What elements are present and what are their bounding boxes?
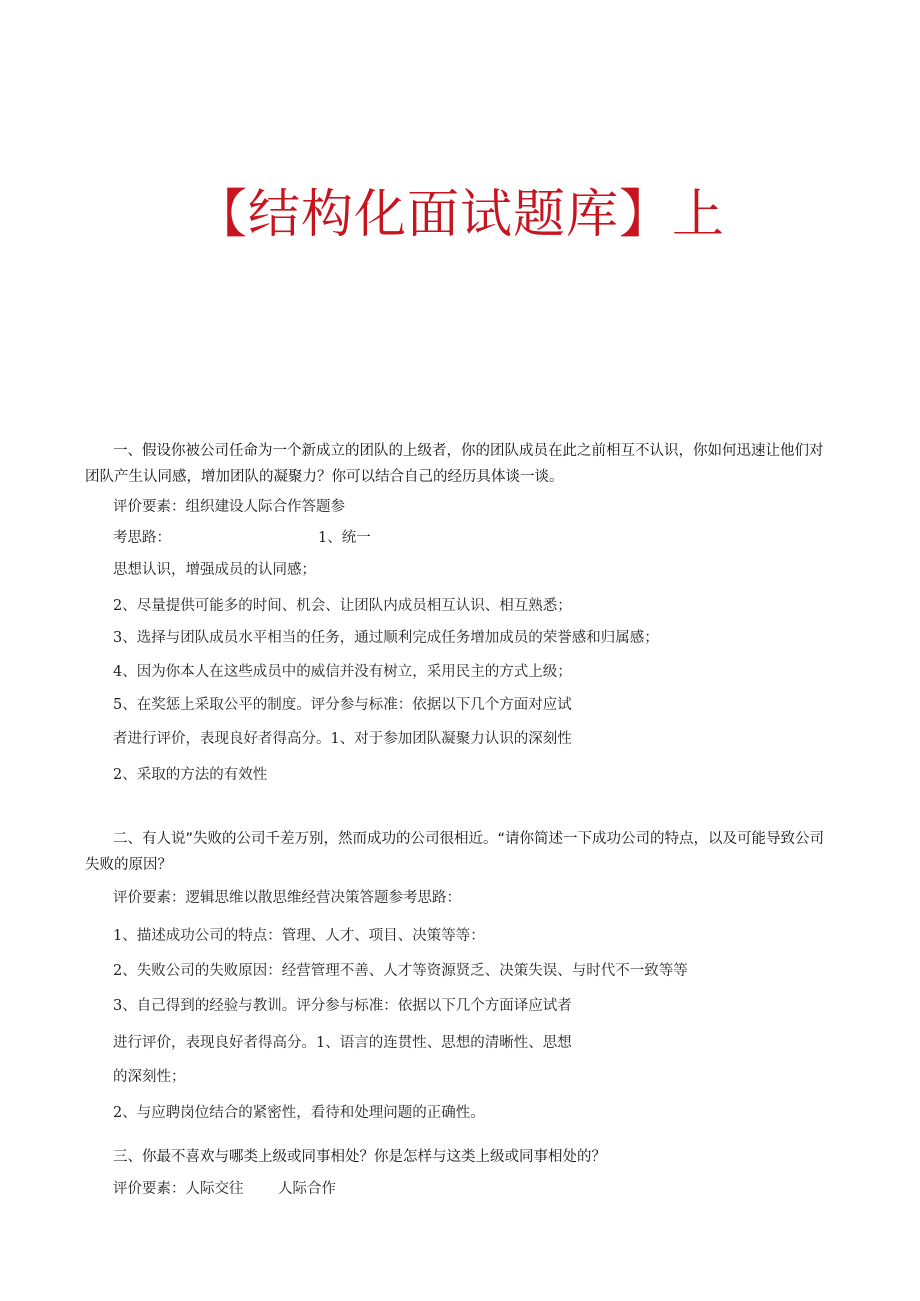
answer-line: 2、失败公司的失败原因：经营管理不善、人才等资源贤乏、决策失误、与时代不一致等等: [113, 963, 688, 979]
answer-line: 2、采取的方法的有效性: [113, 767, 268, 783]
answer-line: 思想认识，增强成员的认同感；: [113, 562, 316, 578]
answer-line: 4、因为你本人在这些成员中的威信并没有树立，采用民主的方式上级；: [113, 664, 572, 680]
answer-line: 5、在奖惩上采取公平的制度。评分参与标准：依据以下几个方面对应试: [113, 697, 572, 713]
answer-line: 评价要素：人际交往: [113, 1181, 244, 1197]
question-3: 三、你最不喜欢与哪类上级或同事相处？你是怎样与这类上级或同事相处的？: [113, 1149, 606, 1165]
answer-line: 1、统一: [318, 530, 371, 546]
question-1: 一、假设你被公司任命为一个新成立的团队的上级者，你的团队成员在此之前相互不认识，你如何迅速让他们对团队产生认同感，增加团队的凝聚力？你可以结合自己的经历具体谈一谈。: [85, 443, 824, 485]
page-title: 【结构化面试题库】上: [194, 185, 725, 245]
answer-line: 3、选择与团队成员水平相当的任务，通过顺利完成任务增加成员的荣誉感和归属感；: [113, 630, 659, 646]
answer-line: 的深刻性；: [113, 1069, 186, 1085]
answer-line: 人际合作: [278, 1181, 336, 1197]
answer-line: 3、自己得到的经验与教训。评分参与标准：依据以下几个方面译应试者: [113, 998, 572, 1014]
answer-line: 评价要素：组织建设人际合作答题参: [113, 499, 345, 515]
answer-line: 1、描述成功公司的特点：管理、人才、项目、决策等等：: [113, 928, 485, 944]
answer-line: 2、尽量提供可能多的时间、机会、让团队内成员相互认识、相互熟悉；: [113, 598, 572, 614]
answer-line: 进行评价，表现良好者得高分。1、语言的连贯性、思想的清晰性、思想: [113, 1035, 572, 1051]
answer-line: 考思路：: [113, 530, 171, 546]
answer-line: 评价要素：逻辑思维以散思维经营决策答题参考思路：: [113, 890, 461, 906]
answer-line: 者进行评价，表现良好者得高分。1、对于参加团队凝聚力认识的深刻性: [113, 731, 572, 747]
question-2: 二、有人说”失败的公司千差万别，然而成功的公司很相近。“请你简述一下成功公司的特点，以及可能导致公司失败的原因？: [85, 831, 825, 873]
answer-line: 2、与应聘岗位结合的紧密性，看待和处理问题的正确性。: [113, 1105, 485, 1121]
